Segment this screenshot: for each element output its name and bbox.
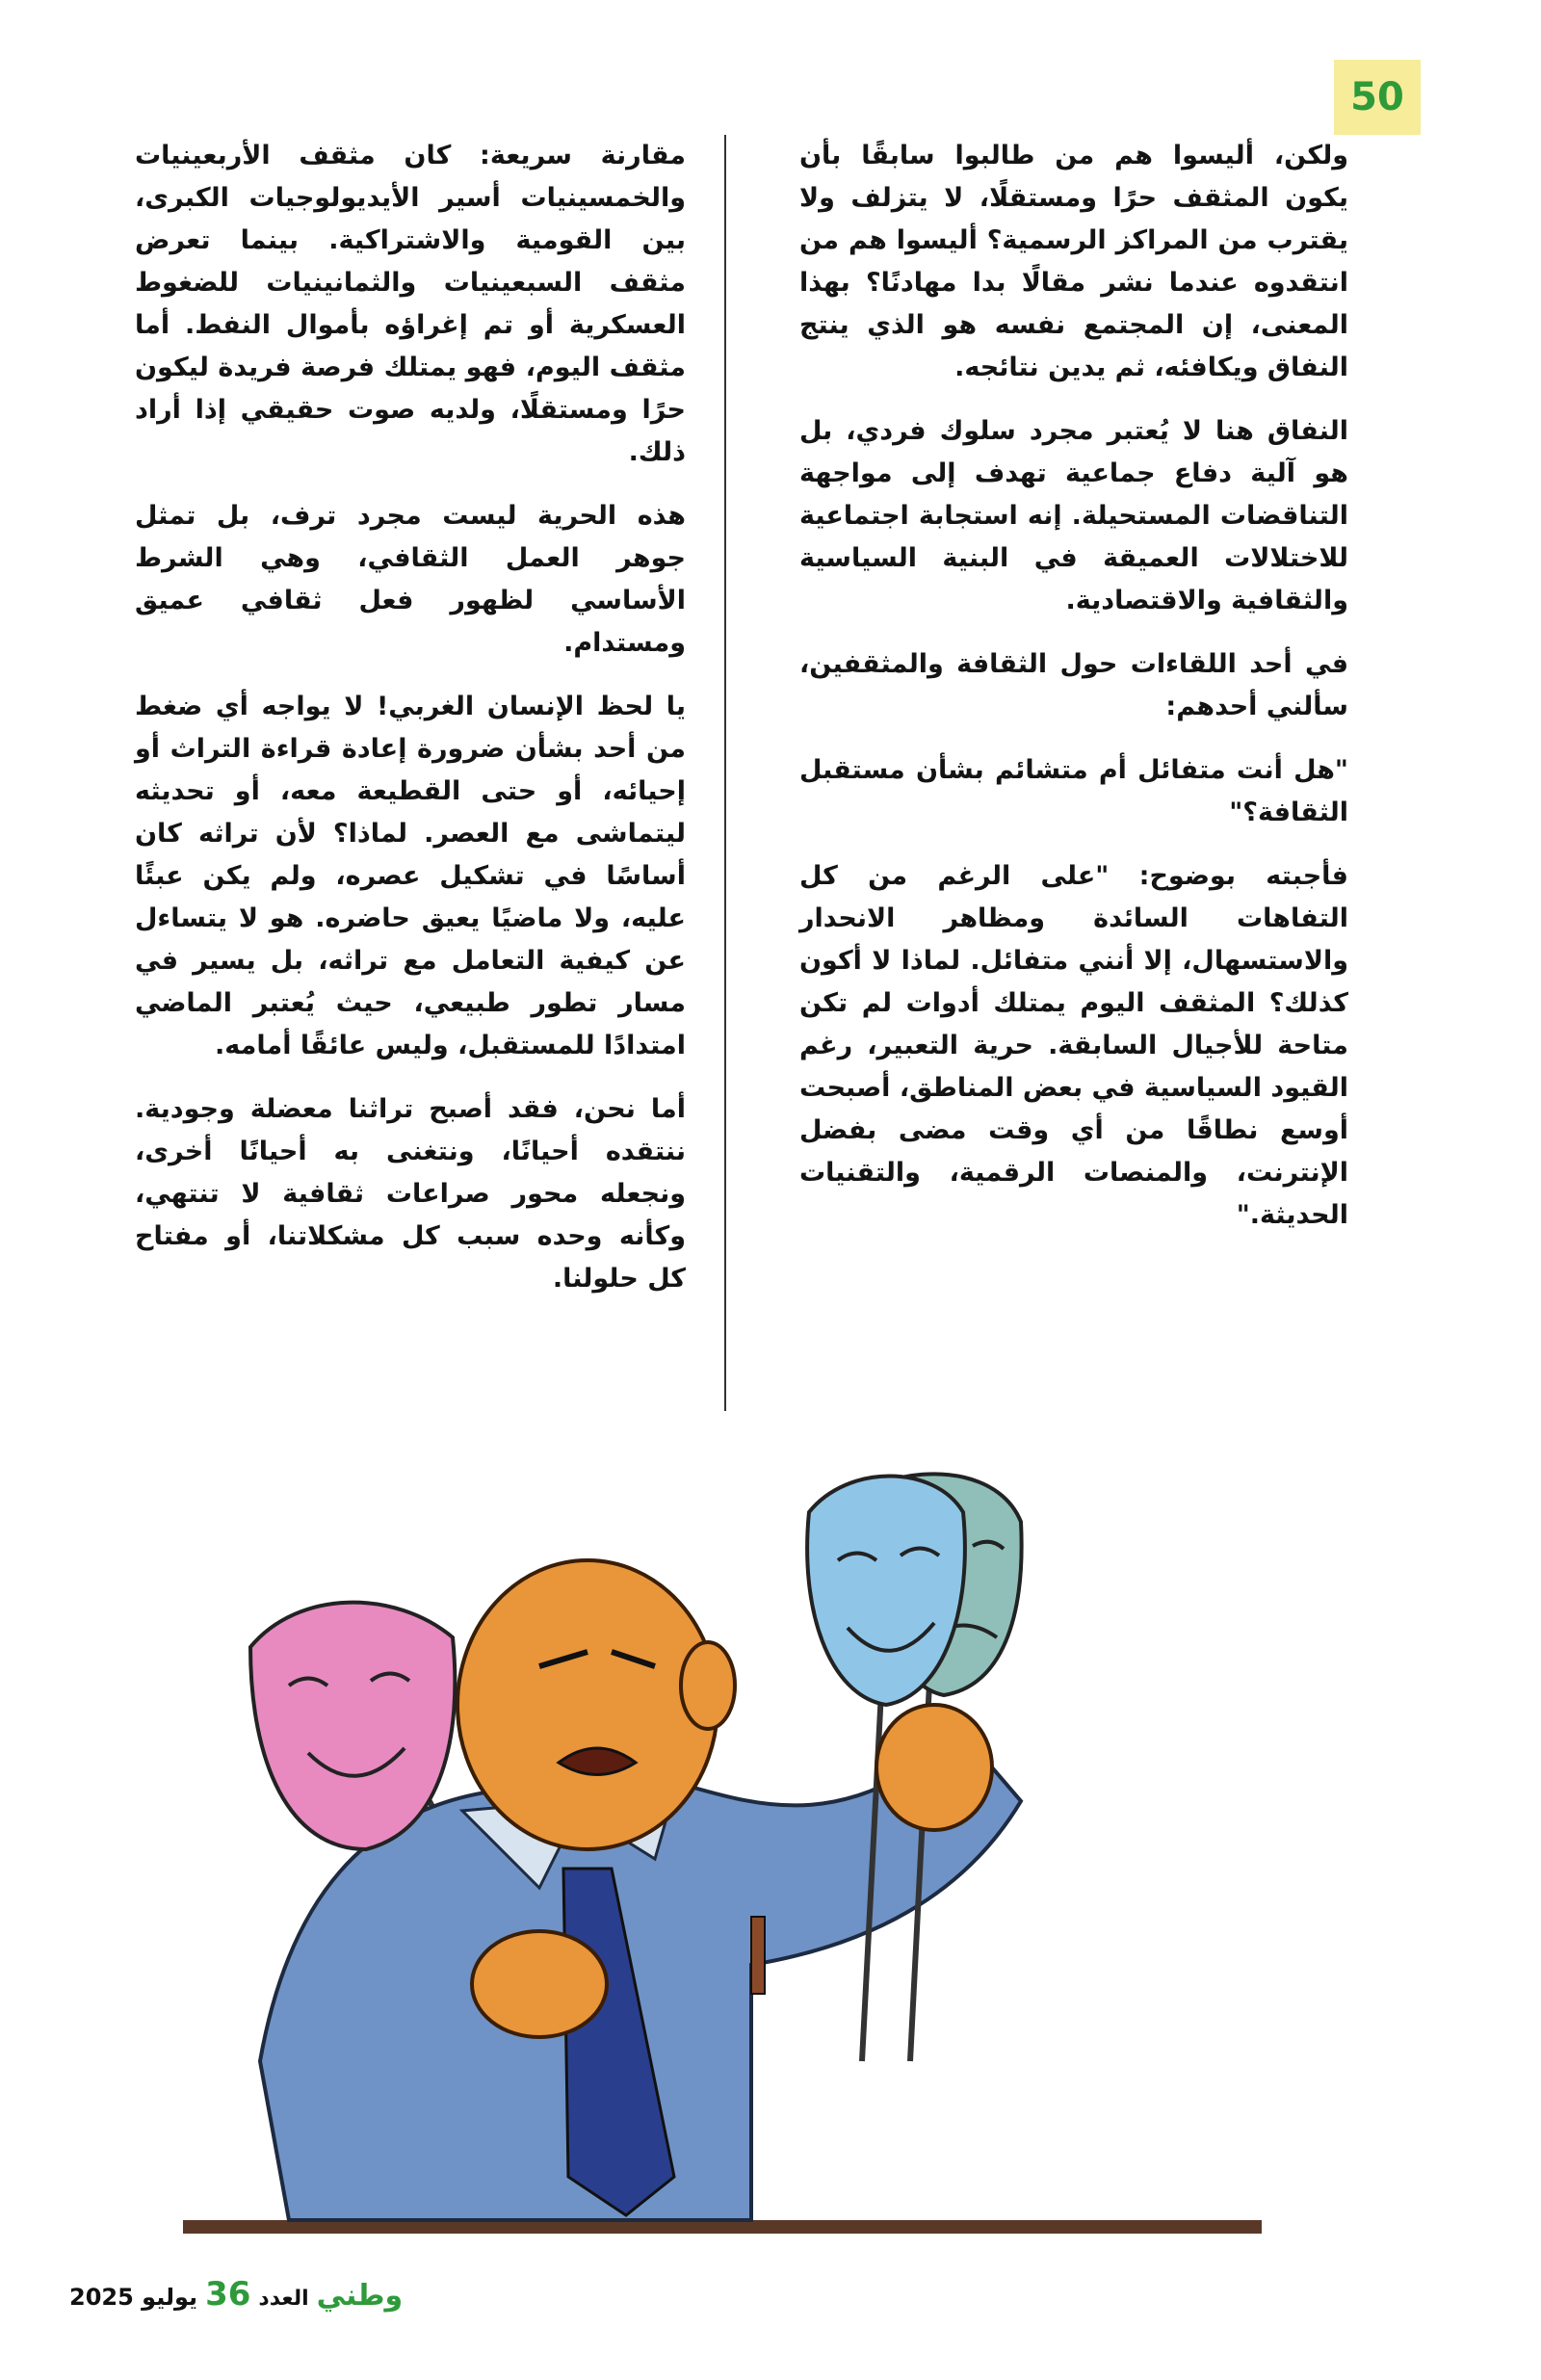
article-column-right <box>799 135 1348 1258</box>
right-hand <box>876 1705 992 1830</box>
head <box>457 1560 718 1849</box>
pocket-pen <box>751 1917 765 1994</box>
issue-label: العدد <box>258 2287 309 2311</box>
left-hand <box>472 1931 607 2037</box>
paragraph: فأجبته بوضوح: "على الرغم من كل التفاهات السائدة ومظاهر الانحدار والاستسهال، إلا أنني متفائل. لماذا لا أكون كذلك؟ المثقف اليوم يمتلك أدوات لم تكن متاحة للأجيال السابقة. حرية التعبير، رغم القيود السياسية في بعض المناطق، أصبحت أوسع نطاقًا من أي وقت مضى بفضل الإنترنت، والمنصات الرقمية، والتقنيات الحديثة." <box>799 861 1348 1230</box>
paragraph: يا لحظ الإنسان الغربي! لا يواجه أي ضغط من أحد بشأن ضرورة إعادة قراءة التراث أو إحيائه، أو حتى القطيعة معه، أو تحديثه ليتماشى مع العصر. لماذا؟ لأن تراثه كان أساسًا في تشكيل عصره، ولم يكن عبئًا عليه، ولا ماضيًا يعيق حاضره. هو لا يتساءل عن كيفية التعامل مع تراثه، بل يسير في مسار تطور طبيعي، حيث يُعتبر الماضي امتدادًا للمستقبل، وليس عائقًا أمامه. <box>135 692 686 1060</box>
magazine-name: وطني <box>316 2279 404 2313</box>
paragraph: أما نحن، فقد أصبح تراثنا معضلة وجودية. ننتقده أحيانًا، ونتغنى به أحيانًا أخرى، ونجعله محور صراعات ثقافية لا تنتهي، وكأنه وحده سبب كل مشكلاتنا، أو مفتاح كل حلولنا. <box>135 1094 686 1294</box>
article-column-left <box>135 135 686 1321</box>
page-number-badge <box>1334 60 1421 135</box>
paragraph: ولكن، أليسوا هم من طالبوا سابقًا بأن يكون المثقف حرًا ومستقلًا، لا يتزلف ولا يقترب من المراكز الرسمية؟ أليسوا هم من انتقدوه عندما نشر مقالًا بدا مهادنًا؟ بهذا المعنى، إن المجتمع نفسه هو الذي ينتج النفاق ويكافئه، ثم يدين نتائجه. <box>799 141 1348 382</box>
page-number: 50 <box>1350 75 1404 119</box>
man-holding-masks-illustration <box>173 1445 1310 2263</box>
page-footer <box>69 2275 403 2314</box>
ear <box>681 1642 735 1729</box>
issue-number: 36 <box>205 2275 251 2314</box>
issue-date: يوليو 2025 <box>69 2284 198 2311</box>
floor-line <box>183 2220 1262 2234</box>
paragraph: النفاق هنا لا يُعتبر مجرد سلوك فردي، بل هو آلية دفاع جماعية تهدف إلى مواجهة التناقضات المستحيلة. إنه استجابة اجتماعية للاختلالات العميقة في البنية السياسية والثقافية والاقتصادية. <box>799 416 1348 615</box>
paragraph: في أحد اللقاءات حول الثقافة والمثقفين، سألني أحدهم: <box>799 649 1348 721</box>
paragraph: مقارنة سريعة: كان مثقف الأربعينيات والخمسينيات أسير الأيديولوجيات الكبرى، بين القومية والاشتراكية. بينما تعرض مثقف السبعينيات والثمانينيات للضغوط العسكرية أو تم إغراؤه بأموال النفط. أما مثقف اليوم، فهو يمتلك فرصة فريدة ليكون حرًا ومستقلًا، ولديه صوت حقيقي إذا أراد ذلك. <box>135 141 686 467</box>
column-divider <box>724 135 726 1411</box>
paragraph: "هل أنت متفائل أم متشائم بشأن مستقبل الثقافة؟" <box>799 755 1348 827</box>
paragraph: هذه الحرية ليست مجرد ترف، بل تمثل جوهر العمل الثقافي، وهي الشرط الأساسي لظهور فعل ثقافي عميق ومستدام. <box>135 501 686 658</box>
